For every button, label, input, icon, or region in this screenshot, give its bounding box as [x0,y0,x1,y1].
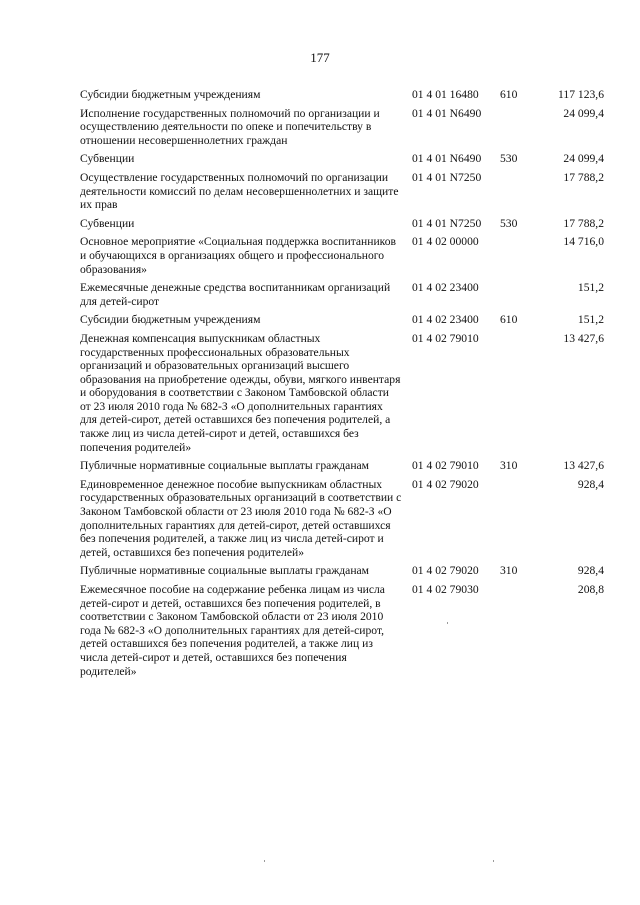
table-row [80,217,604,231]
budget-table [80,88,604,683]
row-name: Субсидии бюджетным учреждениям [80,313,261,327]
row-name: Субвенции [80,152,135,166]
row-code: 01 4 02 79010 [412,331,479,345]
table-row [80,332,604,454]
row-code: 01 4 02 79010 [412,459,479,473]
table-row [80,583,604,678]
row-code: 01 4 02 23400 [412,313,479,327]
table-row [80,107,604,148]
row-amount: 208,8 [577,583,604,596]
row-name: Единовременное денежное пособие выпускникам областных государственных образовательных организаций в соответствии с Законом Тамбовской области от 23 июля 2010 года № 682-З «О дополнительных гарантиях для детей-сирот, детей оставшихся без попечения родителей, а также лиц из числа детей-сирот и детей, оставшихся без попечения родителей» [80,477,402,559]
row-code: 01 4 02 79020 [412,477,479,491]
row-type: 610 [500,88,518,101]
row-amount: 928,4 [577,564,604,578]
row-code: 01 4 02 79030 [412,583,479,596]
row-name: Субсидии бюджетным учреждениям [80,88,261,101]
row-amount: 928,4 [577,477,604,491]
table-row [80,152,604,166]
table-row [80,564,604,578]
row-amount: 24 099,4 [563,106,604,120]
row-amount: 151,2 [577,281,604,295]
table-row [80,235,604,276]
row-name: Осуществление государственных полномочий по организации деятельности комиссий по делам несовершеннолетних и защите их прав [80,170,399,212]
page-number: 177 [310,50,330,65]
row-name: Основное мероприятие «Социальная поддержка воспитанников и обучающихся в организациях общего и профессионального образования» [80,235,396,276]
scan-speck [447,622,448,624]
row-code: 01 4 02 79020 [412,564,479,578]
row-amount: 24 099,4 [563,152,604,166]
table-row [80,478,604,560]
row-code: 01 4 01 N6490 [412,106,482,120]
scan-speck [493,860,494,862]
row-amount: 117 123,6 [558,88,604,101]
row-amount: 151,2 [577,313,604,327]
row-code: 01 4 02 23400 [412,281,479,295]
row-type: 310 [500,459,518,473]
row-code: 01 4 02 00000 [412,235,479,249]
table-row [80,281,604,308]
row-amount: 17 788,2 [563,170,604,184]
row-name: Исполнение государственных полномочий по организации и осуществлению деятельности по опеке и попечительству в отношении несовершеннолетних граждан [80,106,380,147]
row-code: 01 4 01 N7250 [412,170,482,184]
row-name: Ежемесячные денежные средства воспитанникам организаций для детей-сирот [80,281,391,308]
row-type: 530 [500,216,518,230]
table-row [80,313,604,327]
row-amount: 13 427,6 [563,459,604,473]
scan-speck [264,860,265,862]
row-name: Ежемесячное пособие на содержание ребенка лицам из числа детей-сирот и детей, оставшихся без попечения родителей, в соответствии с Законом Тамбовской области от 23 июля 2010 года № 682-З «О дополнительных гарантиях для детей-сирот, детей оставшихся без попечения родителей, а также лиц из числа детей-сирот и детей, оставшихся без попечения родителей» [80,583,385,678]
table-row [80,171,604,212]
row-name: Денежная компенсация выпускникам областных государственных профессиональных образовательных организаций и образовательных организаций высшего образования на приобретение одежды, обуви, мягкого инвентаря и оборудования в соответствии с Законом Тамбовской области от 23 июля 2010 года № 682-З «О дополнительных гарантиях для детей-сирот, детей оставшихся без попечения родителей, а также лиц из числа детей-сирот и детей, оставшихся без попечения родителей» [80,331,401,454]
row-type: 530 [500,152,518,166]
row-code: 01 4 01 16480 [412,88,479,101]
row-type: 610 [500,313,518,327]
row-type: 310 [500,564,518,578]
row-amount: 13 427,6 [563,331,604,345]
row-amount: 17 788,2 [563,216,604,230]
row-name: Публичные нормативные социальные выплаты гражданам [80,564,369,578]
row-amount: 14 716,0 [563,235,604,249]
row-name: Публичные нормативные социальные выплаты гражданам [80,459,369,473]
row-code: 01 4 01 N7250 [412,216,482,230]
row-name: Субвенции [80,216,135,230]
row-code: 01 4 01 N6490 [412,152,482,166]
table-row [80,459,604,473]
table-row [80,88,604,102]
